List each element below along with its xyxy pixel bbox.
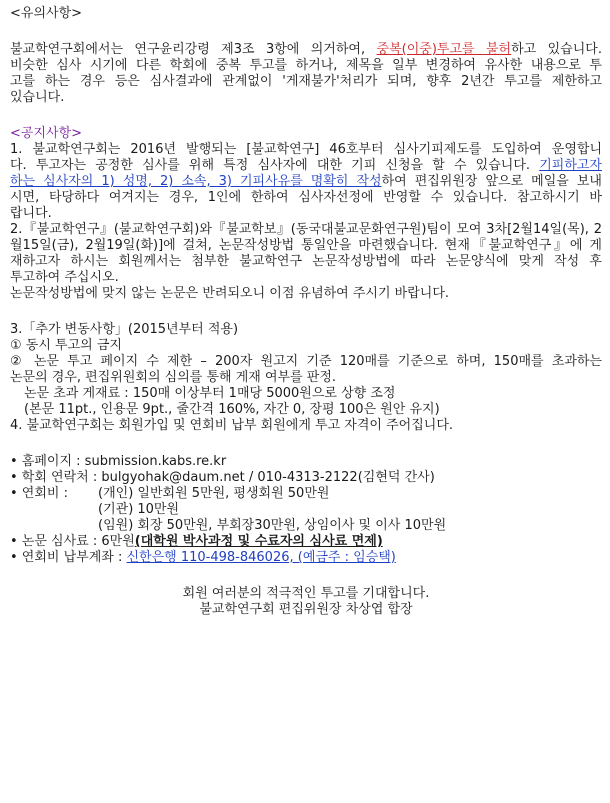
item1-line-5: 랍니다.: [10, 206, 52, 221]
annual-fee-row-1: [10, 486, 602, 502]
item3-clause-1: ① 동시 투고의 금지: [10, 338, 122, 353]
account-label: • 연회비 납부계좌 :: [10, 550, 127, 565]
caution-line-3: 고를 하는 경우 등은 심사결과에 관계없이 '게재불가'처리가 되며, 향후 2년간 투고를 제한하고: [10, 74, 602, 89]
format-line: (본문 11pt., 인용문 9pt., 줄간격 160%, 자간 0, 장평 100은 원안 유지): [24, 402, 440, 417]
item1-line-2: [10, 158, 602, 174]
avoidance-instruction-link-cont: 하는 심사자의 1) 성명, 2) 소속, 3) 기피사유를 명확히 작성: [10, 174, 382, 189]
avoidance-instruction-link: 기피하고자: [539, 158, 602, 173]
excess-fee-line: 논문 초과 게재료 : 150매 이상부터 1매당 5000원으로 상향 조정: [24, 386, 396, 401]
item2-line-3: 재하고자 하시는 회원께서는 첨부한 불교학연구 논문작성방법에 따라 논문양식에 맞게 작성 후: [10, 254, 602, 269]
item2-line-2: 월15일(금), 2월19일(화)]에 걸쳐, 논문작성방법 통일안을 마련했습니다. 현재『불교학연구』에 게: [10, 238, 602, 253]
announcement-header: <공지사항>: [10, 126, 83, 141]
duplicate-submission-warning: 중복(이중)투고를 불허: [376, 42, 512, 57]
annual-fee-individual: (개인) 일반회원 5만원, 평생회원 50만원: [98, 486, 330, 501]
annual-fee-row-3: [10, 518, 602, 534]
item3-title: 3.「추가 변동사항」(2015년부터 적용): [10, 322, 239, 337]
caution-line-2: 비슷한 심사 시기에 다른 학회에 중복 투고를 하거나, 제목을 일부 변경하여 유사한 내용으로 투: [10, 58, 602, 73]
review-fee-line: [10, 534, 602, 550]
caution-line-4: 있습니다.: [10, 90, 65, 105]
item1-line-4: 시면, 타당하다 여겨지는 경우, 1인에 한하여 심사자선정에 반영할 수 있습니다. 참고하시기 바: [10, 190, 602, 205]
review-fee-exemption: (대학원 박사과정 및 수료자의 심사료 면제): [134, 534, 383, 549]
annual-fee-institution: (기관) 10만원: [98, 502, 180, 517]
account-line: [10, 550, 602, 566]
item2-line-4: 투고하여 주십시오.: [10, 270, 119, 285]
closing-line-1: 회원 여러분의 적극적인 투고를 기대합니다.: [182, 586, 430, 601]
review-fee-text: • 논문 심사료 : 6만원: [10, 534, 135, 549]
caution-text: 불교학연구회에서는 연구윤리강령 제3조 3항에 의거하여,: [10, 42, 377, 57]
item3-clause-2-line-2: 논문의 경우, 편집위원회의 심의를 통해 게재 여부를 판정.: [10, 370, 337, 385]
item2-line-5: 논문작성방법에 맞지 않는 논문은 반려되오니 이점 유념하여 주시기 바랍니다.: [10, 286, 450, 301]
bank-account-link[interactable]: 신한은행 110-498-846026, (예금주 : 임승택): [126, 550, 396, 565]
item2-line-1: 2.『불교학연구』(불교학연구회)와『불교학보』(동국대불교문화연구원)팀이 모여 3차[2월14일(목), 2: [10, 222, 602, 237]
item1-text-cont: 하여 편집위원장 앞으로 메일을 보내: [381, 174, 602, 189]
notice-document: [10, 6, 602, 618]
annual-fee-officers: (임원) 회장 50만원, 부회장30만원, 상임이사 및 이사 10만원: [98, 518, 447, 533]
caution-text-end: 하고 있습니다.: [511, 42, 602, 57]
item3-clause-2-line-1: ② 논문 투고 페이지 수 제한 – 200자 원고지 기준 120매를 기준으로 하며, 150매를 초과하는: [10, 354, 602, 369]
item1-line-1: 1. 불교학연구회는 2016년 발행되는 [불교학연구] 46호부터 심사기피제도를 도입하여 운영합니: [10, 142, 602, 157]
annual-fee-row-2: [10, 502, 602, 518]
closing-signature: 불교학연구회 편집위원장 차상엽 합장: [199, 602, 413, 617]
caution-header: <유의사항>: [10, 6, 83, 21]
contact-line: • 학회 연락처 : bulgyohak@daum.net / 010-4313-2122(김현덕 간사): [10, 470, 435, 485]
item4-line: 4. 불교학연구회는 회원가입 및 연회비 납부 회원에게 투고 자격이 주어집니다.: [10, 418, 454, 433]
caution-line-1: [10, 42, 602, 58]
item1-text: 다. 투고자는 공정한 심사를 위해 특정 심사자에 대한 기피 신청을 할 수 있습니다.: [10, 158, 540, 173]
item1-line-3: [10, 174, 602, 190]
homepage-line: • 홈페이지 : submission.kabs.re.kr: [10, 454, 227, 469]
annual-fee-label: • 연회비 :: [10, 486, 68, 501]
